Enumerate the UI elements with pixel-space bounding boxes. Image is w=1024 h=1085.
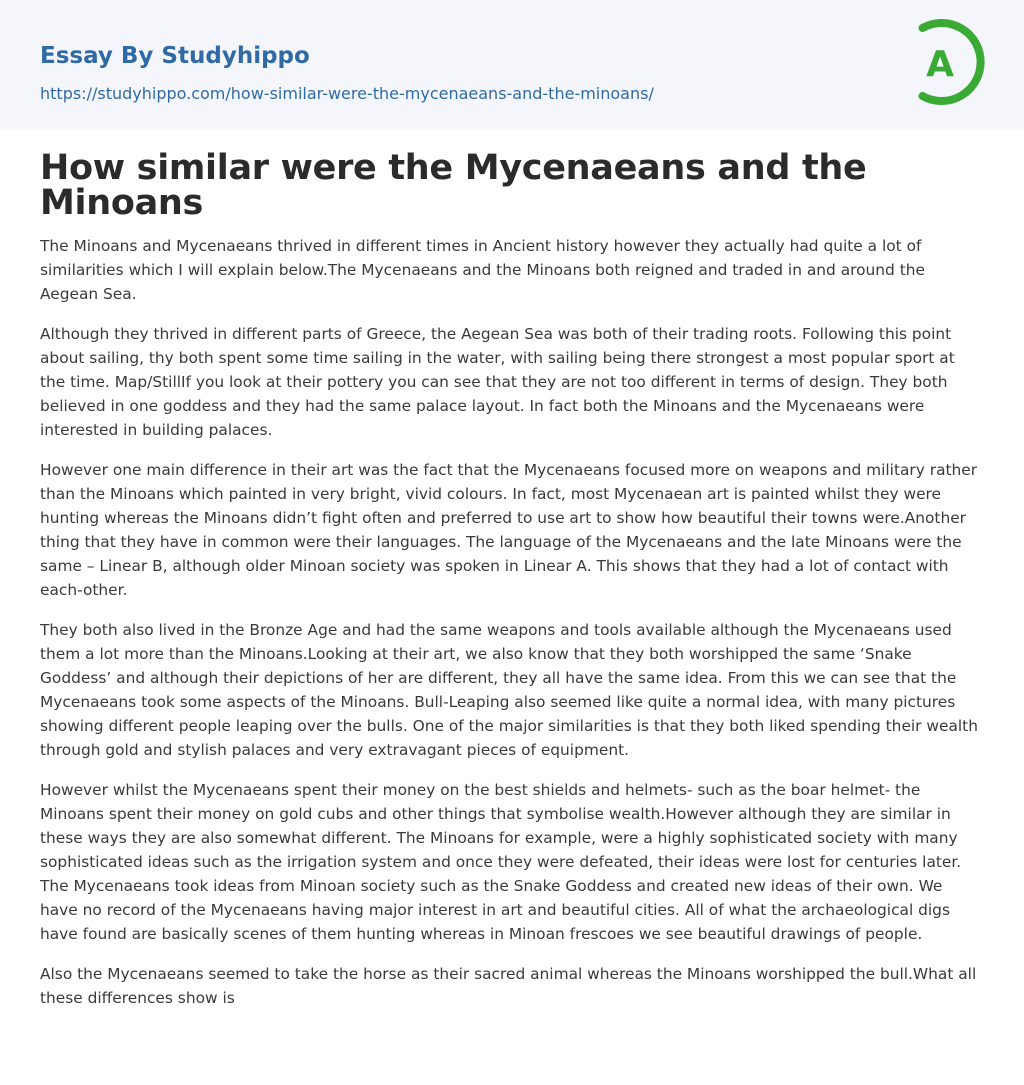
page-title: How similar were the Mycenaeans and the Minoans [40, 148, 867, 223]
paragraph-4: They both also lived in the Bronze Age and had the same weapons and tools available although the Mycenaeans used them a lot more than the Minoans.Looking at their art, we also know that they both worshipped the same ‘Snake Goddess’ and although their depictions of her are different, they all have the same idea. From this we can see that the Mycenaeans took some aspects of the Minoans. Bull-Leaping also seemed like quite a normal idea, with many pictures showing different people leaping over the bulls. One of the major similarities is that they both liked spending their wealth through gold and stylish palaces and very extravagant pieces of equipment. [40, 621, 978, 759]
brand-title[interactable]: Essay By Studyhippo [40, 43, 310, 69]
circle-a-logo-icon[interactable] [914, 19, 986, 105]
paragraph-6: Also the Mycenaeans seemed to take the horse as their sacred animal whereas the Minoans worshipped the bull.What all these differences show is [40, 965, 977, 1007]
paragraph-3: However one main difference in their art was the fact that the Mycenaeans focused more on weapons and military rather than the Minoans which painted in very bright, vivid colours. In fact, most Mycenaean art is painted whilst they were hunting whereas the Minoans didn’t fight often and preferred to use art to show how beautiful their towns were.Another thing that they have in common were their languages. The language of the Mycenaeans and the late Minoans were the same – Linear B, although older Minoan society was spoken in Linear A. This shows that they had a lot of contact with each-other. [40, 461, 978, 599]
paragraph-5: However whilst the Mycenaeans spent their money on the best shields and helmets- such as the boar helmet- the Minoans spent their money on gold cubs and other things that symbolise wealth.However although they are similar in these ways they are also somewhat different. The Minoans for example, were a highly sophisticated society with many sophisticated ideas such as the irrigation system and once they were defeated, their ideas were lost for centuries later. The Mycenaeans took ideas from Minoan society such as the Snake Goddess and created new ideas of their own. We have no record of the Mycenaeans having major interest in art and beautiful cities. All of what the archaeological digs have found are basically scenes of them hunting whereas in Minoan frescoes we see beautiful drawings of people. [40, 781, 962, 943]
paragraph-1: The Minoans and Mycenaeans thrived in different times in Ancient history however they actually had quite a lot of similarities which I will explain below.The Mycenaeans and the Minoans both reigned and traded in and around the Aegean Sea. [40, 237, 925, 303]
article [0, 148, 1024, 1010]
essay-url-link[interactable]: https://studyhippo.com/how-similar-were-the-mycenaeans-and-the-minoans/ [40, 84, 654, 103]
logo-letter: A [926, 44, 954, 85]
site-header [0, 0, 1024, 129]
paragraph-2: Although they thrived in different parts of Greece, the Aegean Sea was both of their trading roots. Following this point about sailing, thy both spent some time sailing in the water, with sailing being there strongest a most popular sport at the time. Map/StillIf you look at their pottery you can see that they are not too different in terms of design. They both believed in one goddess and they had the same palace layout. In fact both the Minoans and the Mycenaeans were interested in building palaces. [40, 325, 955, 439]
